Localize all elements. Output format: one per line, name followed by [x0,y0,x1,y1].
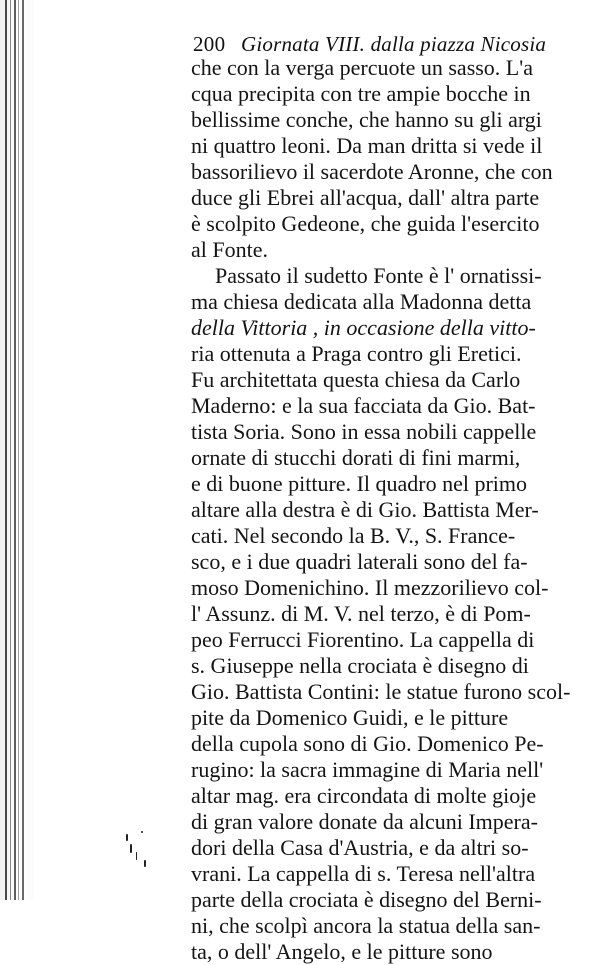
body-text [191,55,611,965]
text-line: vrani. La cappella di s. Teresa nell'altra [191,861,536,886]
text-line: ta, o dell' Angelo, e le pitture sono [191,939,493,964]
text-line: cqua precipita con tre ampie bocche in [191,81,531,106]
ink-speck [130,844,132,853]
text-line: parte della crociata è disegno del Berni- [191,887,542,912]
paragraph-start-line: Passato il sudetto Fonte è l' ornatissi- [215,263,542,288]
text-line: ornate di stucchi dorati di fini marmi, [191,445,521,470]
gutter-shadow-line [5,0,7,900]
text-line: l' Assunz. di M. V. nel terzo, è di Pom- [191,601,531,626]
text-line: della cupola sono di Gio. Domenico Pe- [191,731,544,756]
text-line: Fu architettata questa chiesa da Carlo [191,367,521,392]
text-line: che con la verga percuote un sasso. L'a [191,55,533,80]
text-line: di gran valore donate da alcuni Impera- [191,809,538,834]
text-line: moso Domenichino. Il mezzorilievo col- [191,575,549,600]
ink-speck [126,834,128,841]
gutter-shadow-line [14,0,16,900]
text-line: ma chiesa dedicata alla Madonna detta [191,289,532,314]
text-line: bassorilievo il sacerdote Aronne, che con [191,159,553,184]
text-line: pite da Domenico Guidi, e le pitture [191,705,509,730]
text-line: e di buone pitture. Il quadro nel primo [191,471,528,496]
gutter-shadow-line [18,0,19,900]
text-line: tista Soria. Sono in essa nobili cappelle [191,419,537,444]
text-line: sco, e i due quadri laterali sono del fa- [191,549,528,574]
text-line: altare alla destra è di Gio. Battista Mer- [191,497,539,522]
text-line: ria ottenuta a Praga contro gli Eretici. [191,341,522,366]
text-line: peo Ferrucci Fiorentino. La cappella di [191,627,535,652]
text-line: altar mag. era circondata di molte gioje [191,783,537,808]
ink-specks [120,826,170,886]
binding-gutter [0,0,34,900]
text-line: rugino: la sacra immagine di Maria nell' [191,757,544,782]
running-title: Giornata VIII. dalla piazza Nicosia [241,32,547,56]
gutter-shadow-line [10,0,11,900]
ink-speck [136,852,137,860]
text-line: al Fonte. [191,237,268,262]
text-line: Gio. Battista Contini: le statue furono scol- [191,679,571,704]
text-line: cati. Nel secondo la B. V., S. France- [191,523,516,548]
text-line: ni, che scolpì ancora la statua della san- [191,913,541,938]
text-line: duce gli Ebrei all'acqua, dall' altra parte [191,185,540,210]
gutter-shadow-line [22,0,24,900]
text-line: s. Giuseppe nella crociata è disegno di [191,653,529,678]
ink-speck [141,831,143,833]
page-number: 200 [193,32,226,56]
text-line: bellissime conche, che hanno su gli argi [191,107,542,132]
text-line: è scolpito Gedeone, che guida l'esercito [191,211,540,236]
text-line: Maderno: e la sua facciata da Gio. Bat- [191,393,536,418]
text-line: della Vittoria , in occasione della vitto- [191,315,536,340]
text-line: ni quattro leoni. Da man dritta si vede il [191,133,543,158]
text-line: dori della Casa d'Austria, e da altri so- [191,835,529,860]
ink-speck [144,860,146,867]
